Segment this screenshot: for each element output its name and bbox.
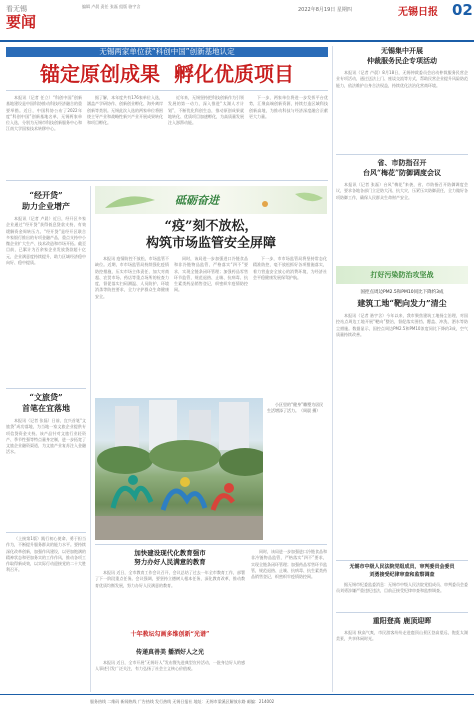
dust-subheadline: 国控点周边PM2.5和PM10同比下降约3成: [360, 290, 444, 295]
right-rule-2: [336, 560, 468, 561]
left-article-1-body: 本报讯（记者 卢晨）近日，经开区多家企业通过“经开贷”获得低息贷款支持，有效缓解资金周转压力。“经开贷”是经开区联合多家银行推出的专项金融产品，重点支持中小微企业扩大生产、技术改造和市场开拓。截至目前，已累计为百余家企业发放贷款超十亿元，企业满意度持续提升，助力区域经济稳中向好、稳中提质。: [6, 216, 86, 266]
mountain-headline: 重阳登高 鹿顶迎晖: [372, 616, 432, 625]
ten-years-headline: 十年教坛勾画多维创新“光谱”: [130, 631, 210, 638]
court-headline: 无锡市中级人民法院党组成员、审判委员会委员 刘勇接受纪律审查和监察调查: [349, 564, 455, 578]
right-rule-1: [336, 154, 468, 155]
center-photo: [95, 398, 263, 540]
left-rule-2: [6, 532, 86, 533]
center-body-1: 本报讯 疫情防控不放松，市场监管不缺位。近期，市市场监管局持续强化疫情防控措施，压实市场主体责任，加大对商超、农贸市场、药店等重点场所的检查力度，督促落实扫码测温、人员防护、环境消杀等防控要求，全力守护群众生命健康安全。: [95, 256, 169, 299]
footer-text: 服务热线 二维码 新闻热线 广告热线 发行热线 无锡日报社 地址：无锡市梁溪区解放东路 邮编：214002: [90, 699, 275, 704]
newspaper-logo: 无锡日报: [398, 7, 438, 18]
pollution-banner-label: 打好污染防治攻坚战: [370, 270, 434, 279]
page-number: 02: [452, 1, 473, 19]
lead-rule: [6, 90, 328, 91]
center-headline: “疫”刻不放松， 构筑市场监管安全屏障: [145, 219, 276, 251]
dust-headline: 建筑工地“靶向发力”清尘: [357, 298, 447, 308]
page-header: [0, 0, 474, 42]
photo-caption: 小区里的“健身”雕塑为居民生活增添了活力。（周晨 摄）: [267, 402, 324, 413]
left-divider: [90, 186, 91, 692]
mountain-body: 本报讯 秋高气爽，市民游客纷纷走进鹿顶山景区登高望远，饱览太湖美景，共享休闲时光。: [336, 630, 468, 642]
typhoon-body: 本报讯（记者 张磊）台风“梅花”来袭，省、市防指召开防御调度会议，要求各地各部门立足防大汛、抗大灾，压紧压实防御责任，全力做好各项防御工作，确保人民群众生命财产安全。: [336, 182, 468, 200]
lead-col-4: 下一步，两家单位将进一步发挥平台优势，汇聚高端创新资源，持续打造区域科技创新高地，为推动科技与经济深度融合贡献更大力量。: [249, 95, 328, 119]
education-body: 本报讯 近日，全市教育工作会议召开，会议总结了过去一年全市教育工作，部署了下一阶段重点任务。会议强调，要坚持立德树人根本任务，深化教育改革，推动教育优质均衡发展，努力办好人民满意的教育。: [95, 570, 245, 588]
left-article-2-body: 本报讯（记者 张磊）日前，宜兴首笔“文旅贷”成功落地，为当地一家文旅企业提供专项信贷资金支持。该产品针对文旅行业轻资产、季节性强等特点量身定制，进一步拓宽了文旅企业融资渠道，为文旅产业复苏注入金融活水。: [6, 418, 86, 455]
lead-bottom-rule: [6, 180, 328, 181]
lead-col-1: 本报讯（记者 任立）“科创中国”创新基地建设是中国科协推动科技经济融合的重要举措。近日，中国科协公布了2022年度“科创中国”创新基地名单，无锡两家单位入选，分别为无锡市科技创新服务中心和江南大学国家技术转移中心。: [6, 95, 82, 132]
right-rule-3: [336, 612, 468, 613]
right-divider: [332, 46, 333, 692]
lead-col-3: 近年来，无锡坚持把科技创新作为引领发展的第一动力，深入推进“太湖人才计划”，不断优化科创生态，推动原创成果就地转化、优质项目加速孵化，为高质量发展注入澎湃动能。: [168, 95, 244, 126]
court-body: 据无锡市纪委监委消息：无锡市中级人民法院党组成员、审判委员会委员刘勇涉嫌严重违纪违法，目前正接受纪律审查和监察调查。: [336, 582, 468, 594]
center-body-3: 下一步，市市场监管局将坚持常态化精准防控，毫不放松抓好各项措施落实，着力营造安全放心的消费环境，为经济社会平稳健康发展保驾护航。: [253, 256, 327, 280]
left-article-1-title: “经开贷” 助力企业增产: [22, 190, 70, 211]
issue-date: 2022年8月19日 星期四: [298, 7, 352, 13]
left-article-2-title: “文旅贷” 首笔在宜落地: [22, 392, 70, 413]
arbitration-headline: 无锡集中开展 仲裁服务民企专项活动: [367, 46, 437, 65]
left-rule-1: [6, 388, 86, 389]
center-body-2: 同时，该局进一步加强进口冷链食品和非冷链物品监管，严格落实“四不”要求，实现全链条闭环管理；加强药品零售环节监管，规范退热、止咳、抗病毒、抗生素类药品销售登记，织密织牢疫情防控网。: [174, 256, 248, 293]
good-people-body: 本报讯 近日，全市开展“无锡好人”发布暨先进典型宣传活动，一批身边好人的感人事迹引发广泛关注，有力弘扬了社会主义核心价值观。: [95, 660, 245, 672]
editor-credits: 编辑 卢晨 责任 张磊 组版 骆宇含: [82, 4, 141, 9]
typhoon-headline: 省、市防指召开 台风“梅花”防御调度会议: [362, 158, 442, 177]
center-bottom-right-body: 同时，该局进一步加强进口冷链食品和非冷链物品监管，严格落实“四不”要求，实现全链条闭环管理；加强药品零售环节监管，规范退热、止咳、抗病毒、抗生素类药品销售登记，织密织牢疫情防控网。: [251, 549, 327, 580]
arbitration-body: 本报讯（记者 卢晨）8月18日，无锡仲裁委员会启动仲裁服务民营企业专项活动，通过送法上门、座谈交流等方式，帮助民营企业提升风险防范能力，依法维护自身合法权益，持续优化法治化营商环境。: [336, 70, 468, 88]
education-headline: 加快建设现代化教育强市 努力办好人民满意的教育: [134, 549, 206, 566]
lead-subtitle: 无锡两家单位获“科创中国”创新基地认定: [99, 47, 235, 56]
good-people-headline: 传递真善美 播洒好人之光: [135, 649, 205, 656]
lead-col-2: 据了解，本年度共有176家单位入选，涵盖产学研协作、创新创业孵化、海外离岸创新等类别。无锡此次入选的两家单位将围绕主导产业和战略性新兴产业开展成果转化和项目孵化。: [87, 95, 163, 126]
page-footer: [0, 694, 474, 708]
center-banner-label: 砥砺奋进: [175, 194, 219, 207]
pollution-banner: [336, 266, 468, 284]
header-kicker: 看无锡: [6, 5, 27, 13]
left-article-3-body: （上接第1版）践行初心使命、勇于担当作为，不断提升服务群众的能力水平。要持续深化改革创新，加强作风建设，以更加饱满的精神状态和更加务实的工作作风，推动各项工作取得新成效，以实际行动迎接党的二十大胜利召开。: [6, 536, 86, 573]
center-banner: [95, 186, 327, 214]
section-title: 要闻: [6, 13, 37, 31]
lead-headline: 锚定原创成果 孵化优质项目: [40, 62, 294, 86]
fitness-sculptures-image: [95, 398, 263, 540]
center-rule-1: [95, 544, 327, 545]
dust-body: 本报讯（记者 骆宇含）今年以来，我市聚焦建筑工地扬尘治理，对国控站点周边工地开展“靶向”整治，督促落实围挡、覆盖、冲洗、洒水等防尘措施。数据显示，国控点周边PM2.5和PM10浓度同比下降约3成，空气质量持续改善。: [336, 313, 468, 337]
